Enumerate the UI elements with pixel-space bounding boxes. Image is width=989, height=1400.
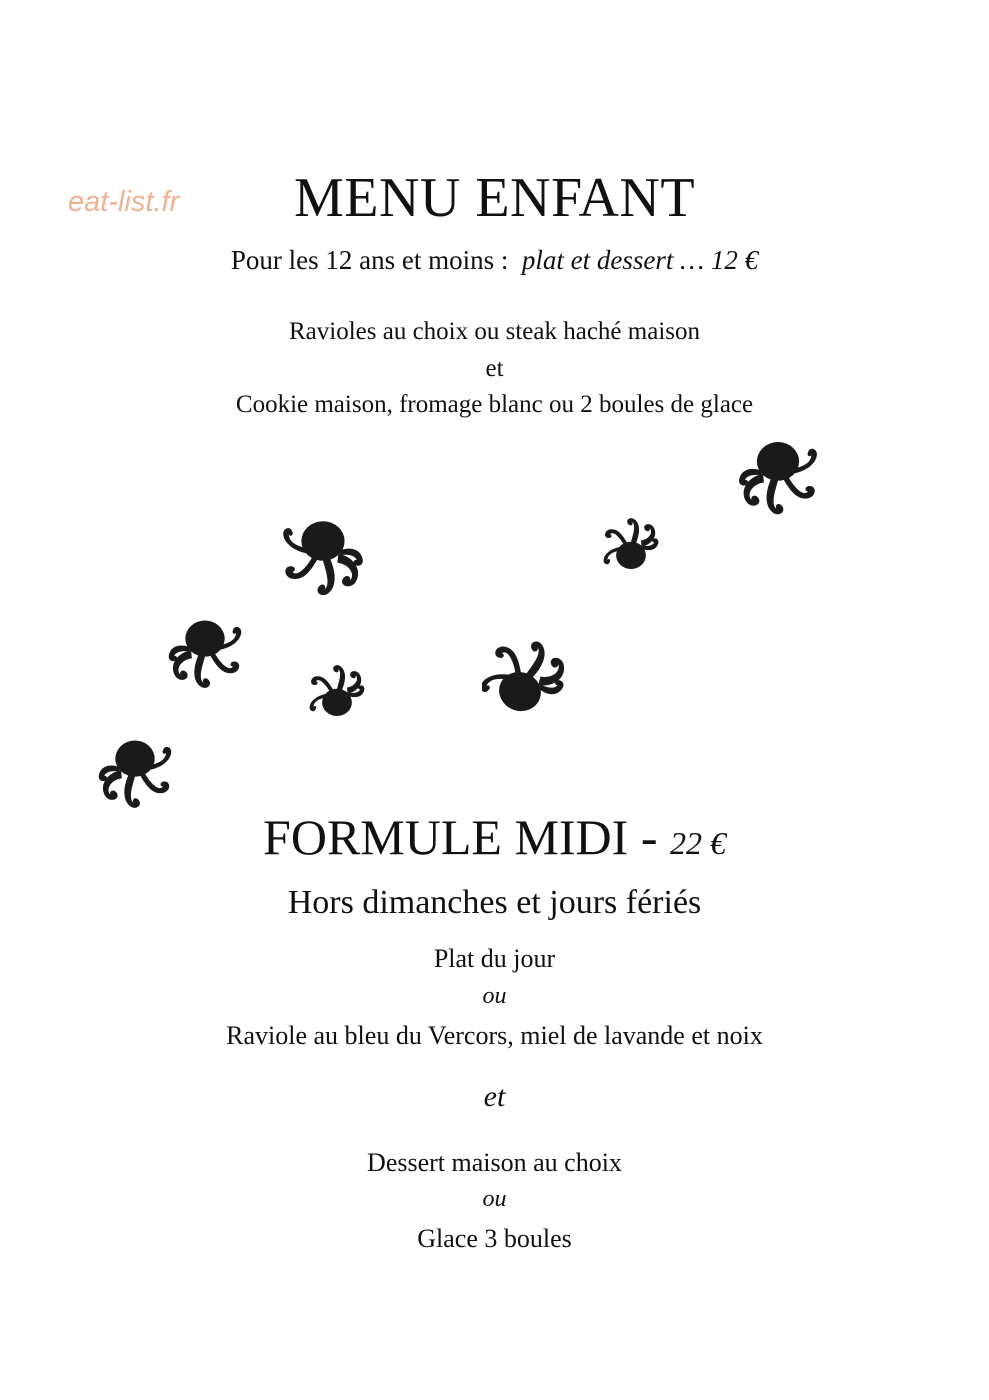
octopus-icon bbox=[164, 610, 246, 700]
formule-midi-price: 22 € bbox=[669, 825, 726, 861]
formule-midi-line: Raviole au bleu du Vercors, miel de lavande et noix bbox=[226, 1021, 763, 1050]
menu-enfant-price: plat et dessert … 12 € bbox=[521, 245, 759, 275]
menu-enfant-et-line: et bbox=[485, 355, 504, 382]
octopus-icon bbox=[306, 654, 368, 726]
menu-enfant-title: MENU ENFANT bbox=[293, 167, 696, 229]
menu-enfant-subtitle bbox=[0, 245, 989, 276]
formule-midi-title bbox=[0, 808, 989, 866]
formule-midi-line: Glace 3 boules bbox=[417, 1224, 572, 1253]
formule-midi-line: ou bbox=[482, 983, 507, 1009]
octopus-icon bbox=[274, 514, 372, 604]
formule-midi-label: FORMULE MIDI - bbox=[263, 809, 658, 865]
watermark-text: eat-list.fr bbox=[68, 186, 180, 218]
octopus-icon bbox=[94, 730, 176, 820]
formule-midi-subtitle: Hors dimanches et jours fériés bbox=[287, 884, 702, 921]
octopus-icon bbox=[734, 434, 822, 524]
menu-enfant-plat-line: Ravioles au choix ou steak haché maison bbox=[289, 318, 700, 345]
formule-midi-line: Plat du jour bbox=[433, 944, 556, 973]
formule-midi-line: Dessert maison au choix bbox=[367, 1148, 622, 1177]
formule-midi-line: ou bbox=[482, 1186, 507, 1212]
formule-midi-line: et bbox=[483, 1080, 506, 1113]
menu-enfant-dessert-line: Cookie maison, fromage blanc ou 2 boules de glace bbox=[235, 391, 754, 418]
octopus-icon bbox=[600, 508, 662, 578]
menu-enfant-age-label: Pour les 12 ans et moins : bbox=[230, 245, 509, 275]
octopus-icon bbox=[482, 630, 570, 720]
